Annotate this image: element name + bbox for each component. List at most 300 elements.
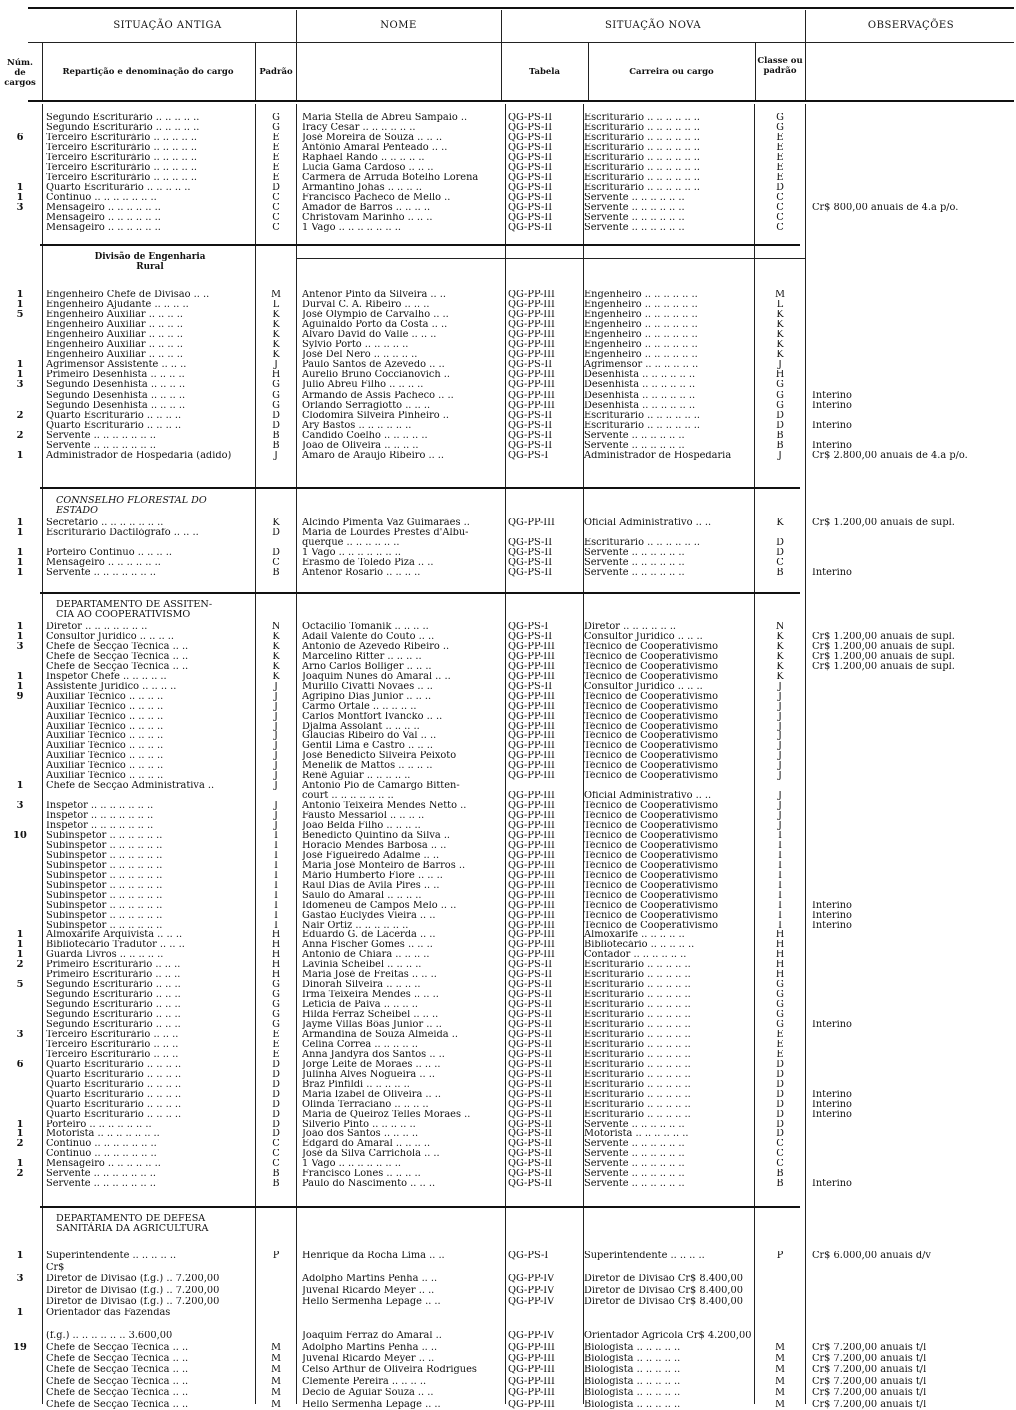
nome-cell: Anna Jandyra dos Santos .. ..	[302, 1049, 445, 1060]
carreira-cell: Biologista .. .. .. .. ..	[584, 1354, 681, 1364]
padrao-cell: J	[274, 691, 278, 702]
carreira-cell: Escriturário .. .. .. .. ..	[584, 1079, 691, 1090]
padrao-cell: D	[272, 1099, 280, 1110]
nome-cell: Raul Dias de Avila Pires .. ..	[302, 880, 440, 891]
carreira-cell: Almoxarife .. .. .. .. ..	[584, 930, 685, 941]
tabela-cell: QG-PP-III	[508, 701, 555, 712]
header-tabela: Tabela	[528, 67, 561, 77]
padrao-cell: J	[274, 701, 278, 712]
tabela-cell: QG-PP-III	[508, 1388, 555, 1399]
carreira-cell: Diretor de Divisão Cr$ 8.400,00	[584, 1274, 743, 1285]
section-title: CONNSELHO FLORESTAL DO	[56, 495, 207, 506]
nome-cell: José Del Nero .. .. .. .. ..	[302, 350, 418, 361]
section-title: Rural	[136, 262, 164, 272]
tabela-cell: QG-PP-III	[508, 340, 555, 351]
section-title: ESTADO	[56, 505, 98, 516]
carreira-cell: Escriturário .. .. .. .. .. ..	[584, 113, 701, 123]
classe-cell: C	[776, 223, 784, 233]
nome-cell: Carmo Ortale .. .. .. .. ..	[302, 701, 417, 712]
tabela-cell: QG-PS-II	[508, 1000, 553, 1011]
cargo-antigo-cell: Guarda Livros .. .. .. .. ..	[46, 950, 164, 961]
column-rule	[755, 42, 756, 100]
observacoes-cell: Cr$ 1.200,00 anuais de supl.	[812, 641, 955, 652]
cargo-antigo-cell: Subinspetor .. .. .. .. .. ..	[46, 880, 163, 891]
cargo-antigo-cell: Quarto Escriturário .. .. .. .. ..	[46, 183, 191, 193]
padrao-cell: G	[272, 113, 280, 123]
num-cargos-cell: 9	[16, 691, 24, 702]
tabela-cell: QG-PP-III	[508, 661, 555, 672]
padrao-cell: K	[272, 330, 280, 341]
observacoes-cell: Interino	[812, 920, 852, 931]
tabela-cell: QG-PP-III	[508, 1376, 555, 1387]
cargo-antigo-cell: Quarto Escriturário .. .. .. ..	[46, 1059, 182, 1070]
cargo-antigo-cell: Engenheiro Auxiliar .. .. .. ..	[46, 310, 183, 321]
classe-cell: M	[774, 1399, 786, 1410]
tabela-cell: QG-PP-III	[508, 840, 555, 851]
carreira-cell: Superintendente .. .. .. ..	[584, 1251, 705, 1262]
cargo-antigo-cell: Terceiro Escriturário .. .. .. .. ..	[46, 143, 198, 153]
cargo-antigo-cell: Subinspetor .. .. .. .. .. ..	[46, 860, 163, 871]
carreira-cell: Escriturário .. .. .. .. .. ..	[584, 153, 701, 163]
padrao-cell: K	[272, 350, 280, 361]
padrao-cell: B	[272, 1169, 280, 1180]
tabela-cell: QG-PS-II	[508, 430, 553, 441]
padrao-cell: G	[272, 123, 280, 133]
cargo-antigo-cell: Subinspetor .. .. .. .. .. ..	[46, 830, 163, 841]
num-cargos-cell: 1	[16, 528, 24, 538]
padrao-cell: K	[272, 518, 280, 528]
padrao-cell: I	[274, 920, 278, 931]
padrao-cell: J	[274, 450, 278, 461]
observacoes-cell: Interino	[812, 420, 852, 431]
carreira-cell: Escriturário .. .. .. .. .. ..	[584, 123, 701, 133]
carreira-cell: Engenheiro .. .. .. .. .. ..	[584, 310, 698, 321]
carreira-cell: Escriturário .. .. .. .. ..	[584, 970, 691, 981]
observacoes-cell: Interino	[812, 440, 852, 451]
nome-cell: Ary Bastos .. .. .. .. .. ..	[302, 420, 412, 431]
nome-cell: Antônio Amaral Penteado .. ..	[302, 143, 448, 153]
carreira-cell: Engenheiro .. .. .. .. .. ..	[584, 320, 698, 331]
observacoes-cell: Interino	[812, 400, 852, 411]
cargo-antigo-cell: Servente .. .. .. .. .. .. ..	[46, 1169, 156, 1180]
tabela-cell: QG-PP-III	[508, 350, 555, 361]
carreira-cell: Técnico de Cooperativismo	[584, 830, 719, 841]
cargo-antigo-cell: Terceiro Escriturário .. .. ..	[46, 1029, 179, 1040]
carreira-cell: Escriturário .. .. .. .. ..	[584, 960, 691, 971]
nome-cell: Raphael Rando .. .. .. .. ..	[302, 153, 425, 163]
tabela-cell: QG-PS-II	[508, 1109, 553, 1120]
carreira-cell: Desenhista .. .. .. .. .. ..	[584, 380, 696, 391]
tabela-cell: QG-PP-III	[508, 731, 555, 742]
padrao-cell: K	[272, 661, 280, 672]
tabela-cell: QG-PP-III	[508, 821, 555, 831]
carreira-cell: Biologista .. .. .. .. ..	[584, 1365, 681, 1376]
tabela-cell: QG-PP-III	[508, 1399, 555, 1410]
padrao-cell: H	[271, 960, 281, 971]
classe-cell: C	[776, 203, 784, 213]
column-rule	[754, 104, 755, 1404]
section-subrule	[296, 258, 806, 259]
classe-cell: J	[778, 751, 782, 762]
cargo-antigo-cell: Inspetor .. .. .. .. .. .. ..	[46, 821, 154, 831]
tabela-cell: QG-PP-III	[508, 380, 555, 391]
nome-cell: Jayme Villas Bôas Junior .. ..	[302, 1020, 442, 1030]
column-rule	[296, 10, 297, 100]
classe-cell: G	[776, 980, 784, 991]
nome-cell: Alcindo Pimenta Vaz Guimarães ..	[302, 518, 470, 528]
tabela-cell: QG-PS-II	[508, 990, 553, 1001]
padrao-cell: D	[272, 548, 280, 558]
cargo-antigo-cell: Subinspetor .. .. .. .. .. ..	[46, 890, 163, 901]
classe-cell: D	[776, 1079, 784, 1090]
nome-cell: court .. .. .. .. .. .. ..	[302, 791, 394, 802]
padrao-cell: D	[272, 1089, 280, 1100]
classe-cell: I	[778, 840, 782, 851]
cargo-antigo-cell: Primeiro Desenhista .. .. .. ..	[46, 370, 185, 381]
carreira-cell: Técnico de Cooperativismo	[584, 691, 719, 702]
classe-cell: D	[776, 1109, 784, 1120]
carreira-cell: Técnico de Cooperativismo	[584, 920, 719, 931]
nome-cell: Antonio de Chiara .. .. .. ..	[302, 950, 430, 961]
tabela-cell: QG-PP-III	[508, 870, 555, 881]
cargo-antigo-cell: Contínuo .. .. .. .. .. .. ..	[46, 1139, 157, 1150]
padrao-cell: M	[270, 1342, 282, 1353]
nome-cell: Alvaro David do Valle .. .. ..	[302, 330, 437, 341]
cargo-antigo-cell: Assistente Jurídico .. .. .. ..	[46, 681, 177, 692]
padrao-cell: K	[272, 671, 280, 682]
tabela-cell: QG-PS-II	[508, 1039, 553, 1050]
carreira-cell: Técnico de Cooperativismo	[584, 860, 719, 871]
cargo-antigo-cell: Servente .. .. .. .. .. .. ..	[46, 568, 156, 578]
nome-cell: Eduardo G. de Lacerda .. ..	[302, 930, 436, 941]
padrao-cell: G	[272, 400, 280, 411]
padrao-cell: G	[272, 1010, 280, 1021]
carreira-cell: Servente .. .. .. .. .. ..	[584, 213, 685, 223]
nome-cell: Edgard do Amaral .. .. .. ..	[302, 1139, 431, 1150]
carreira-cell: Servente .. .. .. .. .. ..	[584, 1149, 685, 1160]
nome-cell: Iracy Cesar .. .. .. .. .. ..	[302, 123, 416, 133]
padrao-cell: C	[272, 213, 280, 223]
carreira-cell: Técnico de Cooperativismo	[584, 761, 719, 772]
carreira-cell: Administrador de Hospedaria	[584, 450, 732, 461]
cargo-antigo-cell: Cr$	[46, 1262, 65, 1273]
classe-cell: K	[776, 310, 784, 321]
classe-cell: D	[776, 1119, 784, 1130]
observacoes-cell: Cr$ 7.200,00 anuais t/l	[812, 1365, 927, 1376]
nome-cell: Idomeneu de Campos Melo .. ..	[302, 900, 457, 911]
carreira-cell: Bibliotecário .. .. .. .. ..	[584, 940, 695, 951]
tabela-cell: QG-PS-II	[508, 193, 553, 203]
carreira-cell: Desenhista .. .. .. .. .. ..	[584, 400, 696, 411]
nome-cell: Renê Aguiar .. .. .. .. ..	[302, 771, 411, 782]
carreira-cell: Técnico de Cooperativismo	[584, 661, 719, 672]
padrao-cell: I	[274, 860, 278, 871]
nome-cell: Murillo Civatti Novaes .. ..	[302, 681, 433, 692]
nome-cell: Amaro de Araujo Ribeiro .. ..	[302, 450, 445, 461]
padrao-cell: C	[272, 1159, 280, 1170]
tabela-cell: QG-PS-II	[508, 203, 553, 213]
observacoes-cell: Interino	[812, 1109, 852, 1120]
tabela-cell: QG-PS-II	[508, 631, 553, 642]
padrao-cell: E	[272, 163, 280, 173]
cargo-antigo-cell: Porteiro Contínuo .. .. .. ..	[46, 548, 173, 558]
classe-cell: E	[776, 143, 784, 153]
tabela-cell: QG-PP-III	[508, 1354, 555, 1364]
num-cargos-cell: 3	[16, 1029, 24, 1040]
carreira-cell: Biologista .. .. .. .. ..	[584, 1399, 681, 1410]
tabela-cell: QG-PS-II	[508, 223, 553, 233]
classe-cell: K	[776, 641, 784, 652]
header-padrao: Padrão	[259, 67, 293, 77]
cargo-antigo-cell: Segundo Escriturário .. .. ..	[46, 1010, 181, 1021]
column-rule	[42, 104, 43, 1404]
carreira-cell: Escriturário .. .. .. .. ..	[584, 1069, 691, 1080]
header-num-cargos: Núm. de cargos	[4, 58, 36, 88]
cargo-antigo-cell: Terceiro Escriturário .. .. ..	[46, 1039, 179, 1050]
nome-cell: 1 Vago .. .. .. .. .. .. ..	[302, 548, 401, 558]
cargo-antigo-cell: Secretário .. .. .. .. .. .. ..	[46, 518, 164, 528]
padrao-cell: E	[272, 153, 280, 163]
classe-cell: K	[776, 340, 784, 351]
classe-cell: M	[774, 1342, 786, 1353]
padrao-cell: D	[272, 1109, 280, 1120]
carreira-cell: Oficial Administrativo .. ..	[584, 791, 712, 802]
padrao-cell: J	[274, 821, 278, 831]
classe-cell: B	[776, 1179, 784, 1190]
classe-cell: E	[776, 1039, 784, 1050]
classe-cell: B	[776, 430, 784, 441]
nome-cell: querque .. .. .. .. .. ..	[302, 538, 400, 548]
cargo-antigo-cell: Inspetor .. .. .. .. .. .. ..	[46, 811, 154, 822]
cargo-antigo-cell: Subinspetor .. .. .. .. .. ..	[46, 910, 163, 921]
padrao-cell: E	[272, 143, 280, 153]
num-cargos-cell: 1	[16, 622, 24, 632]
classe-cell: K	[776, 320, 784, 331]
tabela-cell: QG-PP-III	[508, 711, 555, 722]
padrao-cell: K	[272, 320, 280, 331]
tabela-cell: QG-PP-III	[508, 1365, 555, 1376]
padrao-cell: J	[274, 681, 278, 692]
carreira-cell: Servente .. .. .. .. .. ..	[584, 1179, 685, 1190]
padrao-cell: D	[272, 183, 280, 193]
cargo-antigo-cell: Chefe de Secção Técnica .. ..	[46, 1342, 189, 1353]
tabela-cell: QG-PS-II	[508, 1169, 553, 1180]
classe-cell: C	[776, 193, 784, 203]
classe-cell: I	[778, 890, 782, 901]
nome-cell: Antonio Pio de Camargo Bitten-	[302, 781, 460, 792]
tabela-cell: QG-PS-II	[508, 213, 553, 223]
tabela-cell: QG-PP-III	[508, 641, 555, 652]
nome-cell: Antonio de Azevedo Ribeiro ..	[302, 641, 450, 652]
carreira-cell: Técnico de Cooperativismo	[584, 701, 719, 712]
num-cargos-cell: 2	[16, 1139, 24, 1150]
cargo-antigo-cell: Auxiliar Técnico .. .. .. ..	[46, 721, 164, 732]
padrao-cell: B	[272, 440, 280, 451]
num-cargos-cell: 3	[16, 641, 24, 652]
carreira-cell: Escriturário .. .. .. .. .. ..	[584, 538, 701, 548]
padrao-cell: E	[272, 173, 280, 183]
cargo-antigo-cell: Chefe de Secção Técnica .. ..	[46, 1365, 189, 1376]
tabela-cell: QG-PP-III	[508, 811, 555, 822]
num-cargos-cell: 1	[16, 370, 24, 381]
padrao-cell: J	[274, 751, 278, 762]
cargo-antigo-cell: Quarto Escriturário .. .. .. ..	[46, 1089, 182, 1100]
tabela-cell: QG-PP-III	[508, 940, 555, 951]
observacoes-cell: Interino	[812, 1020, 852, 1030]
nome-cell: Gentil Lima e Castro .. .. ..	[302, 741, 433, 752]
cargo-antigo-cell: Chefe de Secção Técnica .. ..	[46, 641, 189, 652]
tabela-cell: QG-PS-I	[508, 450, 549, 461]
nome-cell: Armandina de Souza Almeida ..	[302, 1029, 458, 1040]
cargo-antigo-cell: Terceiro Escriturário .. .. .. .. ..	[46, 173, 198, 183]
nome-cell: Juvenal Ricardo Meyer .. ..	[302, 1354, 435, 1364]
nome-cell: João dos Santos .. .. .. ..	[302, 1129, 419, 1140]
classe-cell: D	[776, 1099, 784, 1110]
tabela-cell: QG-PS-II	[508, 548, 553, 558]
tabela-cell: QG-PP-III	[508, 300, 555, 311]
carreira-cell: Técnico de Cooperativismo	[584, 850, 719, 861]
nome-cell: Celso Arthur de Oliveira Rodrigues	[302, 1365, 477, 1376]
nome-cell: Fausto Messariol .. .. .. ..	[302, 811, 425, 822]
nome-cell: Carmera de Arruda Botelho Lorena	[302, 173, 479, 183]
nome-cell: Maria José Monteiro de Barros ..	[302, 860, 466, 871]
cargo-antigo-cell: Chefe de Secção Técnica .. ..	[46, 661, 189, 672]
carreira-cell: Técnico de Cooperativismo	[584, 751, 719, 762]
carreira-cell: Técnico de Cooperativismo	[584, 890, 719, 901]
column-rule	[505, 104, 506, 1404]
num-cargos-cell: 1	[16, 781, 24, 792]
classe-cell: C	[776, 1149, 784, 1160]
cargo-antigo-cell: Terceiro Escriturário .. .. .. .. ..	[46, 133, 198, 143]
carreira-cell: Motorista .. .. .. .. .. ..	[584, 1129, 689, 1140]
carreira-cell: Escriturário .. .. .. .. .. ..	[584, 420, 701, 431]
observacoes-cell: Cr$ 7.200,00 anuais t/l	[812, 1399, 927, 1410]
cargo-antigo-cell: Chefe de Secção Técnica .. ..	[46, 651, 189, 662]
carreira-cell: Escriturário .. .. .. .. ..	[584, 1049, 691, 1060]
num-cargos-cell: 3	[16, 801, 24, 812]
tabela-cell: QG-PP-III	[508, 741, 555, 752]
tabela-cell: QG-PP-III	[508, 771, 555, 782]
tabela-cell: QG-PS-II	[508, 1029, 553, 1040]
column-rule	[255, 104, 256, 1404]
cargo-antigo-cell: Mensageiro .. .. .. .. .. ..	[46, 223, 161, 233]
nome-cell: Djalma Assolant .. .. .. ..	[302, 721, 420, 732]
classe-cell: L	[776, 300, 784, 311]
classe-cell: D	[776, 420, 784, 431]
padrao-cell: C	[272, 203, 280, 213]
classe-cell: G	[776, 113, 784, 123]
cargo-antigo-cell: Auxiliar Técnico .. .. .. ..	[46, 701, 164, 712]
classe-cell: H	[775, 370, 785, 381]
carreira-cell: Escriturário .. .. .. .. .. ..	[584, 163, 701, 173]
carreira-cell: Biologista .. .. .. .. ..	[584, 1376, 681, 1387]
padrao-cell: L	[272, 300, 280, 311]
classe-cell: M	[774, 1376, 786, 1387]
nome-cell: Maria de Queiroz Telles Moraes ..	[302, 1109, 471, 1120]
observacoes-cell: Cr$ 800,00 anuais de 4.a p/o.	[812, 203, 959, 213]
num-cargos-cell: 1	[16, 1159, 24, 1170]
tabela-cell: QG-PP-III	[508, 860, 555, 871]
nome-cell: José Benedicto Silveira Peixoto	[302, 751, 457, 762]
cargo-antigo-cell: Servente .. .. .. .. .. .. ..	[46, 430, 156, 441]
cargo-antigo-cell: Engenheiro Auxiliar .. .. .. ..	[46, 340, 183, 351]
num-cargos-cell: 1	[16, 193, 24, 203]
padrao-cell: I	[274, 840, 278, 851]
nome-cell: Adolpho Martins Penha .. ..	[302, 1342, 438, 1353]
cargo-antigo-cell: Administrador de Hospedaria (adido)	[46, 450, 232, 461]
num-cargos-cell: 1	[16, 950, 24, 961]
nome-cell: Aguinaldo Porto da Costa .. ..	[302, 320, 448, 331]
tabela-cell: QG-PP-III	[508, 920, 555, 931]
classe-cell: D	[776, 538, 784, 548]
tabela-cell: QG-PS-II	[508, 538, 553, 548]
tabela-cell: QG-PP-III	[508, 900, 555, 911]
column-rule	[583, 104, 584, 1404]
cargo-antigo-cell: Subinspetor .. .. .. .. .. ..	[46, 840, 163, 851]
header-reparticao: Repartição e denominação do cargo	[62, 67, 234, 77]
carreira-cell: Escriturário .. .. .. .. ..	[584, 1000, 691, 1011]
cargo-antigo-cell: Bibliotecário Tradutor .. .. ..	[46, 940, 185, 951]
classe-cell: K	[776, 631, 784, 642]
num-cargos-cell: 19	[13, 1342, 27, 1353]
tabela-cell: QG-PS-II	[508, 1139, 553, 1150]
tabela-cell: QG-PS-I	[508, 622, 549, 632]
observacoes-cell: Cr$ 7.200,00 anuais t/l	[812, 1388, 927, 1399]
carreira-cell: Servente .. .. .. .. .. ..	[584, 223, 685, 233]
header-bottom-rule	[28, 100, 1014, 102]
num-cargos-cell: 1	[16, 548, 24, 558]
cargo-antigo-cell: Quarto Escriturário .. .. .. ..	[46, 1109, 182, 1120]
carreira-cell: Escriturário .. .. .. .. ..	[584, 1039, 691, 1050]
padrao-cell: G	[272, 1020, 280, 1030]
carreira-cell: Servente .. .. .. .. .. ..	[584, 568, 685, 578]
classe-cell: J	[778, 731, 782, 742]
nome-cell: Armantino Johas .. .. .. ..	[302, 183, 422, 193]
carreira-cell: Técnico de Cooperativismo	[584, 741, 719, 752]
cargo-antigo-cell: Diretor de Divisão (f.g.) .. 7.200,00	[46, 1285, 220, 1296]
padrao-cell: K	[272, 651, 280, 662]
carreira-cell: Servente .. .. .. .. .. ..	[584, 430, 685, 441]
nome-cell: Nair Ortiz .. .. .. .. .. ..	[302, 920, 409, 931]
cargo-antigo-cell: Engenheiro Auxiliar .. .. .. ..	[46, 330, 183, 341]
cargo-antigo-cell: Engenheiro Chefe de Divisão .. ..	[46, 290, 210, 300]
carreira-cell: Engenheiro .. .. .. .. .. ..	[584, 330, 698, 341]
tabela-cell: QG-PS-II	[508, 123, 553, 133]
num-cargos-cell: 2	[16, 430, 24, 441]
padrao-cell: J	[274, 360, 278, 371]
section-rule	[40, 487, 800, 489]
carreira-cell: Engenheiro .. .. .. .. .. ..	[584, 300, 698, 311]
nome-cell: Maria José de Freitas .. .. ..	[302, 970, 437, 981]
cargo-antigo-cell: Segundo Desenhista .. .. .. ..	[46, 380, 186, 391]
cargo-antigo-cell: Auxiliar Técnico .. .. .. ..	[46, 691, 164, 702]
column-rule	[805, 104, 806, 1404]
classe-cell: H	[775, 930, 785, 941]
carreira-cell: Escriturário .. .. .. .. ..	[584, 1010, 691, 1021]
num-cargos-cell: 1	[16, 300, 24, 311]
tabela-cell: QG-PS-II	[508, 1099, 553, 1110]
carreira-cell: Engenheiro .. .. .. .. .. ..	[584, 340, 698, 351]
classe-cell: E	[776, 1029, 784, 1040]
tabela-cell: QG-PP-IV	[508, 1331, 555, 1342]
tabela-cell: QG-PS-II	[508, 440, 553, 451]
padrao-cell: E	[272, 1029, 280, 1040]
padrao-cell: C	[272, 223, 280, 233]
tabela-cell: QG-PP-III	[508, 950, 555, 961]
nome-cell: Adolpho Martins Penha .. ..	[302, 1274, 438, 1285]
classe-cell: D	[776, 1089, 784, 1100]
nome-cell: José Olympio de Carvalho .. ..	[302, 310, 449, 321]
